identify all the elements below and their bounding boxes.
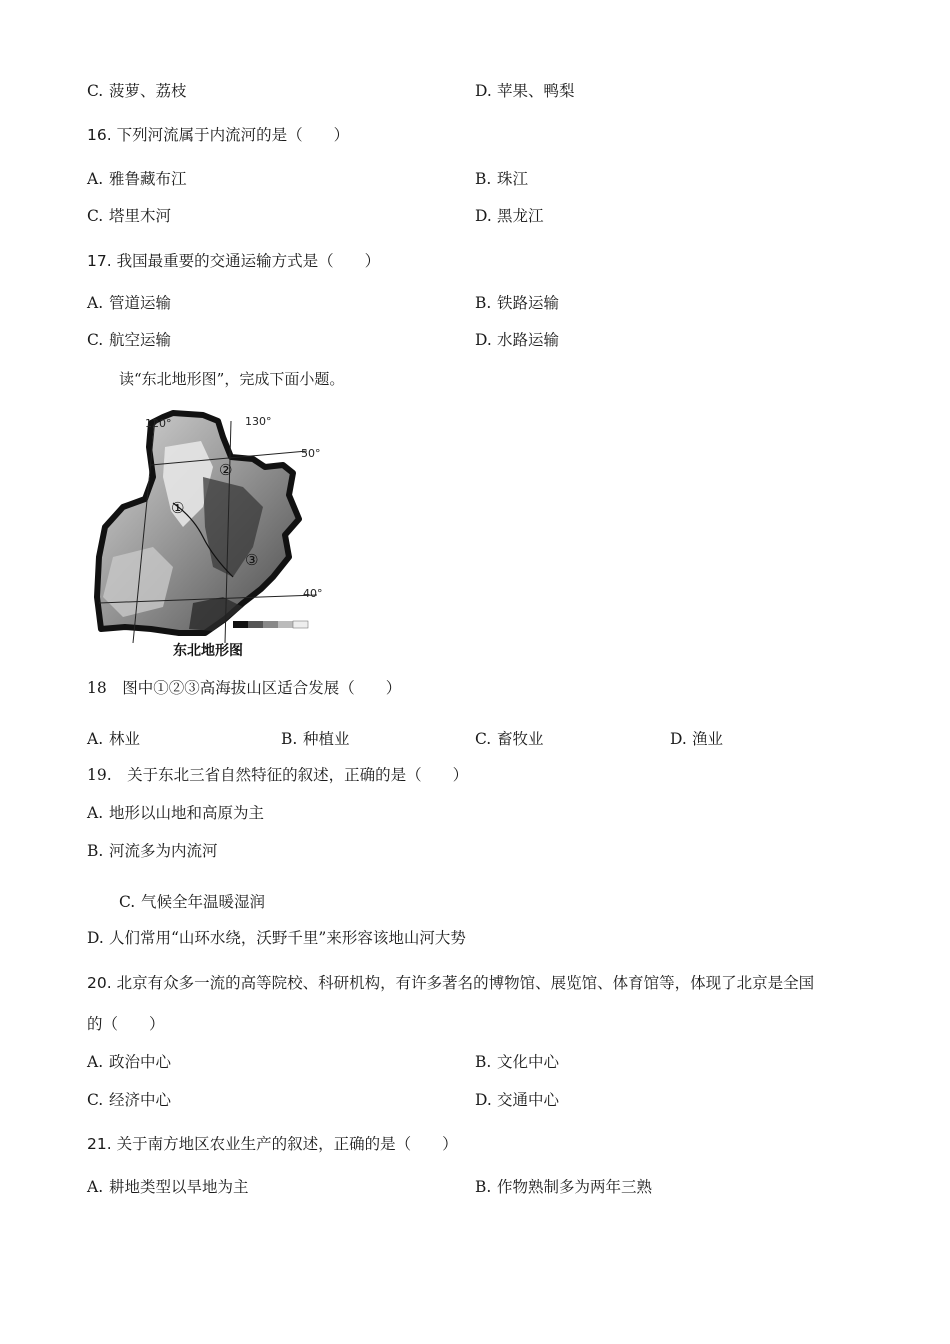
marker-1: ① xyxy=(171,499,185,517)
q17-option-c: C. 航空运输 xyxy=(87,331,172,349)
q18-option-d: D. 渔业 xyxy=(670,730,724,748)
northeast-terrain-map xyxy=(93,407,331,661)
q20-stem-line1: 20. 北京有众多一流的高等院校、科研机构，有许多著名的博物馆、展览馆、体育馆等，体现了北京是全国 xyxy=(87,974,815,992)
q18-option-b: B. 种植业 xyxy=(281,730,350,748)
label-lon-130: 130° xyxy=(245,415,272,428)
q17-option-d: D. 水路运输 xyxy=(475,331,560,349)
q18-option-c: C. 畜牧业 xyxy=(475,730,544,748)
q19-option-b: B. 河流多为内流河 xyxy=(87,842,218,860)
q21-option-b: B. 作物熟制多为两年三熟 xyxy=(475,1178,653,1196)
q19-option-a: A. 地形以山地和高原为主 xyxy=(87,804,265,822)
legend-swatch-1 xyxy=(233,621,248,628)
q19-stem: 19. 关于东北三省自然特征的叙述，正确的是（ ） xyxy=(87,766,469,784)
legend-swatch-2 xyxy=(248,621,263,628)
q19-option-c: C. 气候全年温暖湿润 xyxy=(119,893,266,911)
q19-option-d: D. 人们常用“山环水绕，沃野千里”来形容该地山河大势 xyxy=(87,929,466,947)
label-lon-120: 120° xyxy=(145,417,172,430)
q20-stem-line2: 的（ ） xyxy=(87,1015,165,1033)
marker-2: ② xyxy=(219,461,233,479)
q18-option-a: A. 林业 xyxy=(87,730,141,748)
legend-swatch-5 xyxy=(293,621,308,628)
q16-option-c: C. 塔里木河 xyxy=(87,207,172,225)
q16-option-a: A. 雅鲁藏布江 xyxy=(87,170,187,188)
q20-option-c: C. 经济中心 xyxy=(87,1091,172,1109)
q15-option-c: C. 菠萝、荔枝 xyxy=(87,82,187,100)
q18-stem: 18 图中①②③高海拔山区适合发展（ ） xyxy=(87,679,402,697)
q15-option-d: D. 苹果、鸭梨 xyxy=(475,82,575,100)
q16-stem: 16. 下列河流属于内流河的是（ ） xyxy=(87,126,350,144)
marker-3: ③ xyxy=(245,551,259,569)
q16-option-b: B. 珠江 xyxy=(475,170,529,188)
label-lat-50: 50° xyxy=(301,447,321,460)
reading-intro: 读“东北地形图”，完成下面小题。 xyxy=(119,370,345,388)
q20-option-d: D. 交通中心 xyxy=(475,1091,560,1109)
q20-option-b: B. 文化中心 xyxy=(475,1053,560,1071)
q16-option-d: D. 黑龙江 xyxy=(475,207,544,225)
q21-stem: 21. 关于南方地区农业生产的叙述，正确的是（ ） xyxy=(87,1135,458,1153)
q17-option-a: A. 管道运输 xyxy=(87,294,172,312)
map-plain-west xyxy=(103,547,173,617)
map-caption: 东北地形图 xyxy=(173,643,243,659)
q17-stem: 17. 我国最重要的交通运输方式是（ ） xyxy=(87,252,381,270)
legend-swatch-3 xyxy=(263,621,278,628)
q17-option-b: B. 铁路运输 xyxy=(475,294,560,312)
legend-swatch-4 xyxy=(278,621,293,628)
label-lat-40: 40° xyxy=(303,587,323,600)
q21-option-a: A. 耕地类型以旱地为主 xyxy=(87,1178,249,1196)
q20-option-a: A. 政治中心 xyxy=(87,1053,172,1071)
